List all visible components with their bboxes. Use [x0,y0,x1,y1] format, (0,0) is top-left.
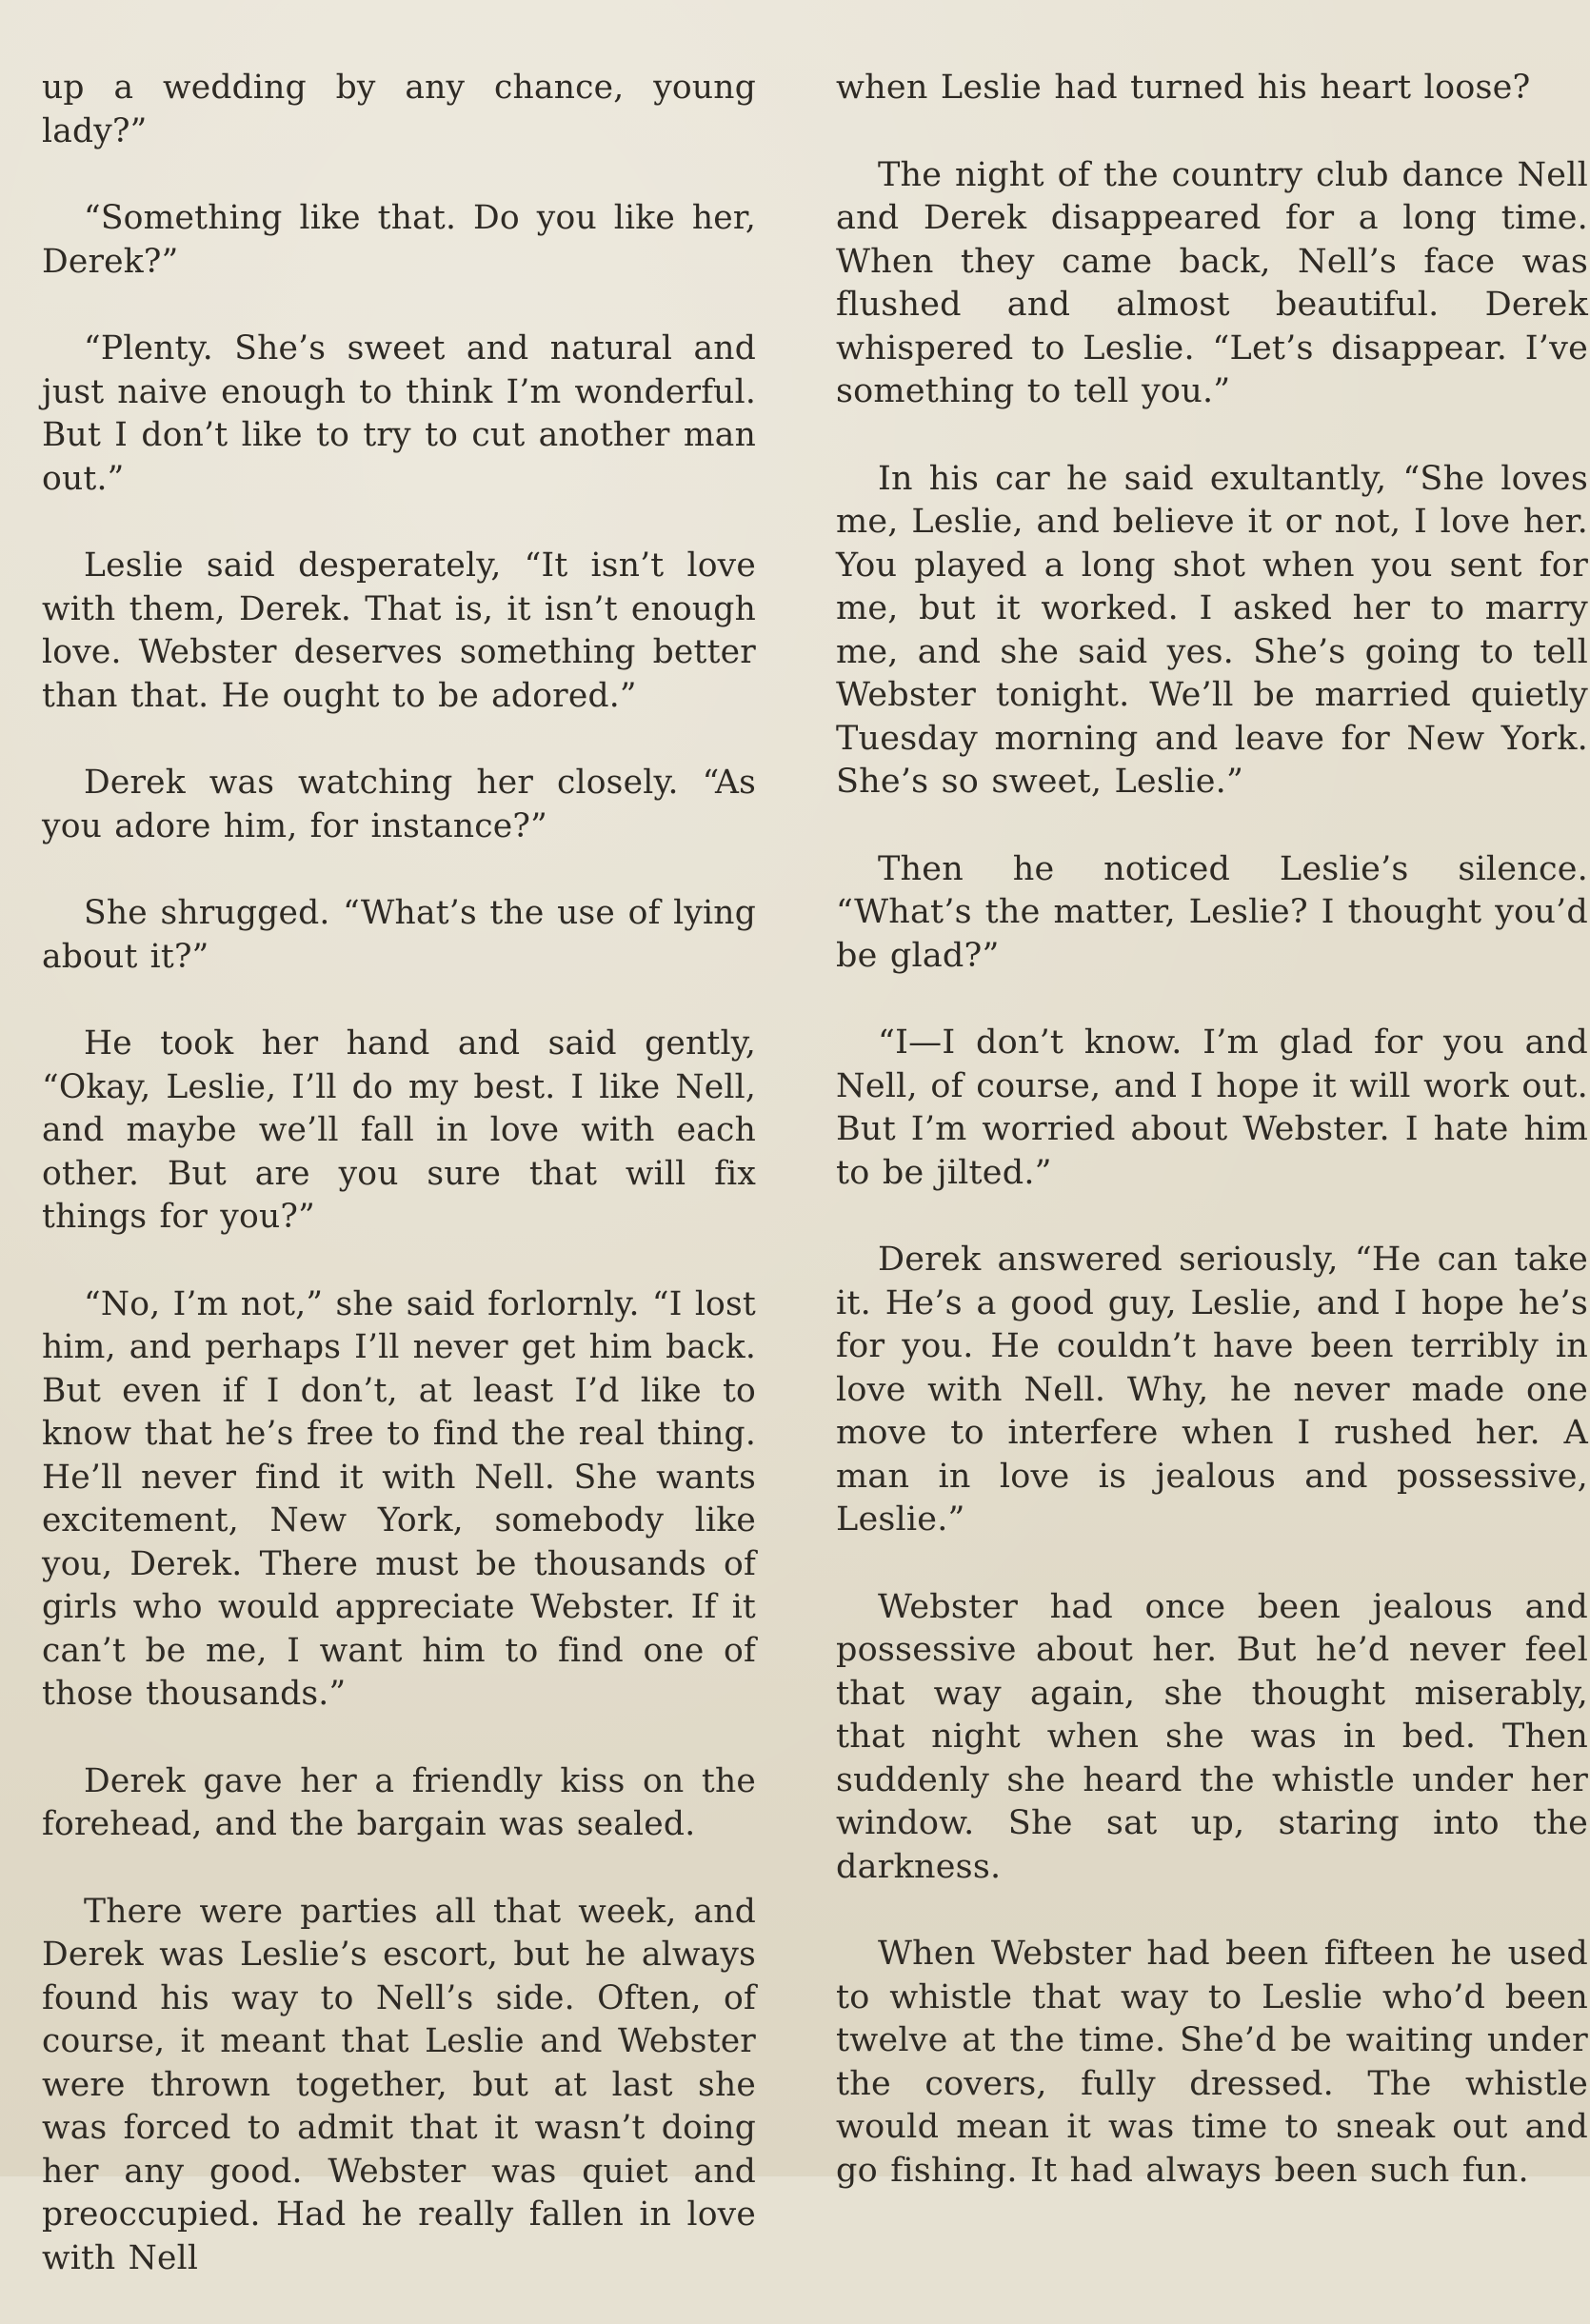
paragraph: “Plenty. She’s sweet and natural and just naive enough to think I’m wonderful. But I don’t like to try to cut another man out.” [42,329,756,498]
right-column [836,67,1588,2236]
paragraph: Leslie said desperately, “It isn’t love with them, Derek. That is, it isn’t enough love. Webster deserves something better than that. He ought to be adored.” [42,546,756,715]
paragraph: In his car he said exultantly, “She loves me, Leslie, and believe it or not, I love her. You played a long shot when you sent for me, but it worked. I asked her to marry me, and she said yes. She’s going to tell Webster tonight. We’ll be married quietly Tuesday morning and leave for New York. She’s so sweet, Leslie.” [836,459,1588,801]
paragraph: Webster had once been jealous and possessive about her. But he’d never feel that way again, she thought miserably, that night when she was in bed. Then suddenly she heard the whistle under her window. She sat up, staring into the darkness. [836,1587,1588,1886]
paragraph: The night of the country club dance Nell and Derek disappeared for a long time. When they came back, Nell’s face was flushed and almost beautiful. Derek whispered to Leslie. “Let’s disappear. I’ve something to tell you.” [836,155,1588,410]
paragraph: Derek answered seriously, “He can take it. He’s a good guy, Leslie, and I hope he’s for you. He couldn’t have been terribly in love with Nell. Why, he never made one move to interfere when I rushed her. A man in love is jealous and possessive, Leslie.” [836,1241,1588,1539]
paragraph: Then he noticed Leslie’s silence. “What’s the matter, Leslie? I thought you’d be glad?” [836,849,1588,975]
paragraph: When Webster had been fifteen he used to whistle that way to Leslie who’d been twelve at the time. She’d be waiting under the covers, fully dressed. The whistle would mean it was time to sneak out and go fishing. It had always been such fun. [836,1935,1588,2190]
paragraph: Derek gave her a friendly kiss on the forehead, and the bargain was sealed. [42,1761,756,1843]
paragraph: She shrugged. “What’s the use of lying about it?” [42,894,756,976]
paragraph: “Something like that. Do you like her, Derek?” [42,199,756,281]
paragraph: “No, I’m not,” she said forlornly. “I lost him, and perhaps I’ll never get him back. But even if I don’t, at least I’d like to know that he’s free to find the real thing. He’ll never find it with Nell. She wants excitement, New York, somebody like you, Derek. There must be thousands of girls who would appreciate Webster. If it can’t be me, I want him to find one of those thousands.” [42,1284,756,1713]
paragraph: “I—I don’t know. I’m glad for you and Nell, of course, and I hope it will work out. But I’m worried about Webster. I hate him to be jilted.” [836,1023,1588,1192]
paragraph: up a wedding by any chance, young lady?” [42,69,756,150]
left-column [42,67,756,2324]
paragraph: when Leslie had turned his heart loose? [836,69,1531,107]
paragraph: Derek was watching her closely. “As you adore him, for instance?” [42,764,756,845]
paragraph: There were parties all that week, and Derek was Leslie’s escort, but he always found his way to Nell’s side. Often, of course, it meant that Leslie and Webster were thrown together, but at last she was forced to admit that it wasn’t doing her any good. Webster was quiet and preoccupied. Had he really fallen in love with Nell [42,1892,756,2277]
paragraph: He took her hand and said gently, “Okay, Leslie, I’ll do my best. I like Nell, and maybe we’ll fall in love with each other. But are you sure that will fix things for you?” [42,1024,756,1236]
